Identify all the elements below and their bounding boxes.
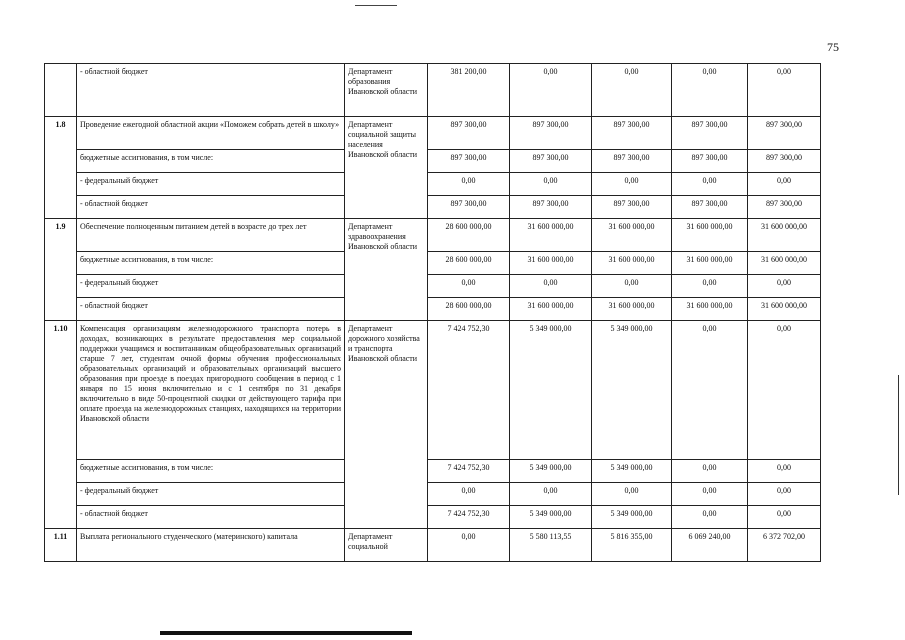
table-row — [45, 321, 821, 460]
row-description: - областной бюджет — [77, 196, 345, 219]
row-number: 1.8 — [45, 117, 77, 219]
value-cell: 897 300,00 — [592, 117, 672, 150]
value-cell: 7 424 752,30 — [428, 321, 510, 460]
table-row — [45, 219, 821, 252]
row-number: 1.9 — [45, 219, 77, 321]
value-cell: 5 349 000,00 — [592, 321, 672, 460]
value-cell: 31 600 000,00 — [592, 219, 672, 252]
table-row — [45, 460, 821, 483]
value-cell: 0,00 — [672, 483, 748, 506]
value-cell: 897 300,00 — [428, 196, 510, 219]
row-department: Департамент социальной защиты населения Ивановской области — [345, 117, 428, 219]
value-cell: 31 600 000,00 — [510, 252, 592, 275]
page-number: 75 — [827, 40, 839, 54]
table-row — [45, 252, 821, 275]
row-department: Департамент дорожного хозяйства и транспорта Ивановской области — [345, 321, 428, 529]
value-cell: 5 580 113,55 — [510, 529, 592, 562]
value-cell: 5 349 000,00 — [592, 506, 672, 529]
value-cell: 31 600 000,00 — [748, 219, 821, 252]
value-cell: 31 600 000,00 — [672, 219, 748, 252]
value-cell: 0,00 — [672, 275, 748, 298]
value-cell: 0,00 — [748, 321, 821, 460]
value-cell: 5 349 000,00 — [510, 506, 592, 529]
value-cell: 0,00 — [672, 321, 748, 460]
value-cell: 0,00 — [672, 506, 748, 529]
row-department: Департамент образования Ивановской области — [345, 64, 428, 117]
table-row — [45, 483, 821, 506]
value-cell: 897 300,00 — [592, 196, 672, 219]
table-row — [45, 298, 821, 321]
value-cell: 5 349 000,00 — [510, 321, 592, 460]
value-cell: 5 349 000,00 — [510, 460, 592, 483]
value-cell: 31 600 000,00 — [510, 298, 592, 321]
value-cell: 897 300,00 — [592, 150, 672, 173]
value-cell: 897 300,00 — [672, 117, 748, 150]
row-description: - областной бюджет — [77, 64, 345, 117]
value-cell: 897 300,00 — [748, 196, 821, 219]
row-department: Департамент социальной — [345, 529, 428, 562]
value-cell: 897 300,00 — [428, 117, 510, 150]
value-cell: 31 600 000,00 — [748, 298, 821, 321]
value-cell: 0,00 — [748, 64, 821, 117]
value-cell: 5 349 000,00 — [592, 460, 672, 483]
value-cell: 0,00 — [748, 506, 821, 529]
row-number: 1.11 — [45, 529, 77, 562]
value-cell: 0,00 — [428, 529, 510, 562]
row-description: бюджетные ассигнования, в том числе: — [77, 252, 345, 275]
row-description: - областной бюджет — [77, 506, 345, 529]
top-rule — [355, 5, 397, 6]
table-row — [45, 506, 821, 529]
value-cell: 6 372 702,00 — [748, 529, 821, 562]
value-cell: 0,00 — [748, 275, 821, 298]
value-cell: 0,00 — [672, 64, 748, 117]
value-cell: 0,00 — [748, 460, 821, 483]
row-description: Выплата регионального студенческого (материнского) капитала — [77, 529, 345, 562]
value-cell: 897 300,00 — [748, 150, 821, 173]
value-cell: 7 424 752,30 — [428, 460, 510, 483]
value-cell: 897 300,00 — [672, 150, 748, 173]
table-row — [45, 275, 821, 298]
value-cell: 0,00 — [428, 173, 510, 196]
row-description: бюджетные ассигнования, в том числе: — [77, 150, 345, 173]
table-row — [45, 529, 821, 562]
value-cell: 897 300,00 — [510, 196, 592, 219]
value-cell: 28 600 000,00 — [428, 219, 510, 252]
value-cell: 0,00 — [672, 173, 748, 196]
value-cell: 31 600 000,00 — [672, 252, 748, 275]
value-cell: 0,00 — [510, 173, 592, 196]
table-row — [45, 150, 821, 173]
value-cell: 0,00 — [748, 483, 821, 506]
value-cell: 31 600 000,00 — [592, 252, 672, 275]
bottom-rule — [160, 631, 412, 635]
value-cell: 7 424 752,30 — [428, 506, 510, 529]
scan-edge-mark — [898, 375, 899, 495]
value-cell: 897 300,00 — [428, 150, 510, 173]
value-cell: 897 300,00 — [510, 117, 592, 150]
row-number: 1.10 — [45, 321, 77, 529]
row-description: - областной бюджет — [77, 298, 345, 321]
row-description: Обеспечение полноценным питанием детей в возрасте до трех лет — [77, 219, 345, 252]
value-cell: 5 816 355,00 — [592, 529, 672, 562]
value-cell: 0,00 — [510, 275, 592, 298]
value-cell: 0,00 — [428, 483, 510, 506]
value-cell: 31 600 000,00 — [748, 252, 821, 275]
value-cell: 0,00 — [510, 64, 592, 117]
value-cell: 28 600 000,00 — [428, 298, 510, 321]
row-description: Компенсация организациям железнодорожного транспорта потерь в доходах, возникающих в результате предоставления мер социальной поддержки учащимся и воспитанникам общеобразовательных организаций старше 7 лет, студентам очной формы обучения профессиональных образовательных организаций и образовательных организаций высшего образования при проезде в поездах пригородного сообщения в период с 1 января по 15 июня включительно и с 1 сентября по 31 декабря включительно в виде 50-процентной скидки от действующего тарифа при оплате проезда на железнодорожных станциях, находящихся на территории Ивановской области — [77, 321, 345, 460]
value-cell: 0,00 — [510, 483, 592, 506]
table-row — [45, 64, 821, 117]
value-cell: 897 300,00 — [748, 117, 821, 150]
row-department: Департамент здравоохранения Ивановской области — [345, 219, 428, 321]
value-cell: 0,00 — [592, 173, 672, 196]
value-cell: 0,00 — [592, 275, 672, 298]
row-number — [45, 64, 77, 117]
row-description: бюджетные ассигнования, в том числе: — [77, 460, 345, 483]
row-description: Проведение ежегодной областной акции «Поможем собрать детей в школу» — [77, 117, 345, 150]
value-cell: 0,00 — [592, 483, 672, 506]
value-cell: 31 600 000,00 — [592, 298, 672, 321]
row-description: - федеральный бюджет — [77, 275, 345, 298]
value-cell: 0,00 — [592, 64, 672, 117]
table-row — [45, 117, 821, 150]
table-row — [45, 196, 821, 219]
value-cell: 6 069 240,00 — [672, 529, 748, 562]
value-cell: 0,00 — [672, 460, 748, 483]
value-cell: 31 600 000,00 — [672, 298, 748, 321]
table-row — [45, 173, 821, 196]
row-description: - федеральный бюджет — [77, 483, 345, 506]
value-cell: 0,00 — [748, 173, 821, 196]
value-cell: 31 600 000,00 — [510, 219, 592, 252]
value-cell: 897 300,00 — [672, 196, 748, 219]
value-cell: 381 200,00 — [428, 64, 510, 117]
value-cell: 897 300,00 — [510, 150, 592, 173]
value-cell: 0,00 — [428, 275, 510, 298]
value-cell: 28 600 000,00 — [428, 252, 510, 275]
row-description: - федеральный бюджет — [77, 173, 345, 196]
budget-table — [44, 63, 821, 562]
